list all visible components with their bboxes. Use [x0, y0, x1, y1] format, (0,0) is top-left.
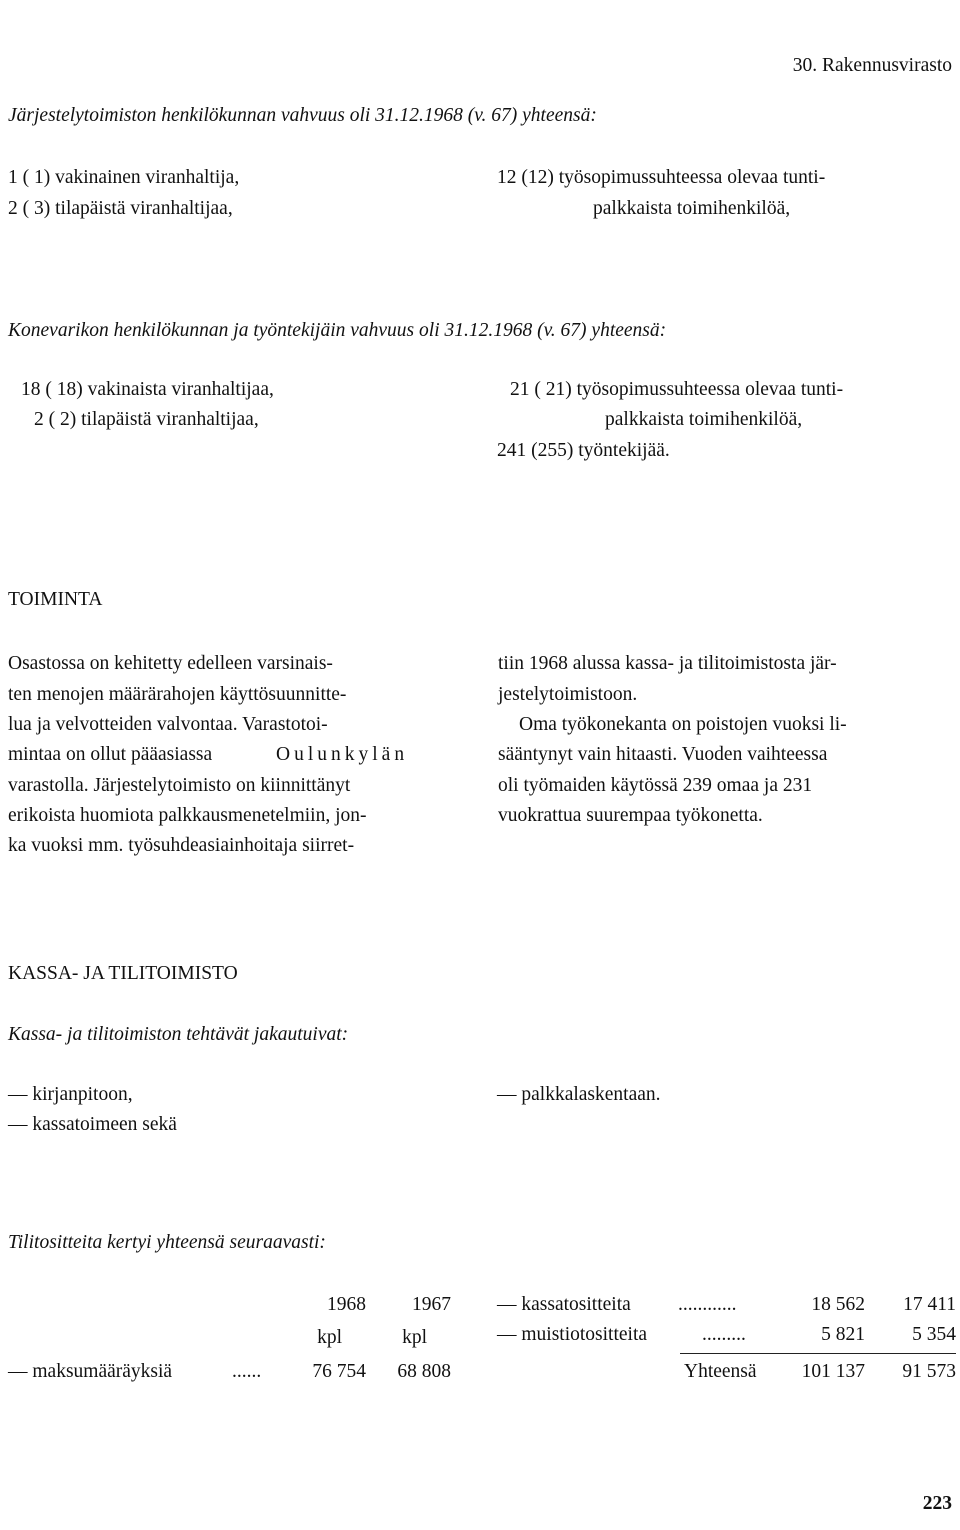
toiminta-col1-line: mintaa on ollut pääasiassa — [8, 744, 213, 765]
voucher-value-1968: 76 754 — [312, 1361, 366, 1382]
kassa-task-item: — palkkalaskentaan. — [497, 1084, 661, 1105]
place-name-spaced: Oulunkylän — [276, 744, 409, 765]
toiminta-col2-line: oli työmaiden käytössä 239 omaa ja 231 — [498, 775, 813, 796]
kassa-task-item: — kassatoimeen sekä — [8, 1114, 177, 1135]
depot-heading: Konevarikon henkilökunnan ja työntekijäin vahvuus oli 31.12.1968 (v. 67) yhteensä: — [8, 320, 667, 341]
toiminta-col1-line: ka vuoksi mm. työsuhdeasiainhoitaja siirret- — [8, 835, 355, 856]
toiminta-heading: TOIMINTA — [8, 589, 103, 610]
section-header: 30. Rakennusvirasto — [792, 55, 952, 76]
depot-right-line: palkkaista toimihenkilöä, — [605, 409, 803, 430]
toiminta-col1-line: ten menojen määrärahojen käyttösuunnitte- — [8, 684, 347, 705]
voucher-row-dots: ...... — [232, 1361, 262, 1382]
toiminta-col2-line: vuokrattua suurempaa työkonetta. — [498, 805, 763, 826]
org-office-right-line: palkkaista toimihenkilöä, — [593, 198, 791, 219]
voucher-value-1967: 68 808 — [397, 1361, 451, 1382]
voucher-row-dots: ......... — [702, 1324, 746, 1345]
toiminta-col2-line: tiin 1968 alussa kassa- ja tilitoimistosta jär- — [498, 653, 837, 674]
voucher-value-1968: 5 821 — [821, 1324, 865, 1345]
toiminta-col2-line: sääntynyt vain hitaasti. Vuoden vaihteessa — [498, 744, 828, 765]
kassa-task-item: — kirjanpitoon, — [8, 1084, 133, 1105]
depot-left-line: 18 ( 18) vakinaista viranhaltijaa, — [21, 379, 274, 400]
toiminta-col1-line: lua ja velvotteiden valvontaa. Varastotoi- — [8, 714, 328, 735]
year-1968-header: 1968 — [327, 1294, 366, 1315]
unit-header: kpl — [317, 1327, 342, 1348]
toiminta-col2-line: jestelytoimistoon. — [498, 684, 638, 705]
unit-header: kpl — [402, 1327, 427, 1348]
org-office-left-line: 2 ( 3) tilapäistä viranhaltijaa, — [8, 198, 233, 219]
depot-right-line: 21 ( 21) työsopimussuhteessa olevaa tunti- — [510, 379, 844, 400]
voucher-value-1968: 18 562 — [811, 1294, 865, 1315]
voucher-row-dots: ............ — [678, 1294, 737, 1315]
kassa-heading: KASSA- JA TILITOIMISTO — [8, 963, 238, 984]
page-number: 223 — [922, 1493, 952, 1514]
voucher-total-label: Yhteensä — [684, 1361, 757, 1382]
org-office-left-line: 1 ( 1) vakinainen viranhaltija, — [8, 167, 240, 188]
toiminta-col1-line: Osastossa on kehitetty edelleen varsinais- — [8, 653, 333, 674]
kassa-subheading: Kassa- ja tilitoimiston tehtävät jakautuivat: — [8, 1024, 349, 1045]
year-1967-header: 1967 — [412, 1294, 451, 1315]
voucher-value-1967: 17 411 — [903, 1294, 956, 1315]
voucher-row-label: — kassatositteita — [497, 1294, 631, 1315]
org-office-heading: Järjestelytoimiston henkilökunnan vahvuus oli 31.12.1968 (v. 67) yhteensä: — [8, 105, 597, 126]
voucher-value-1967: 5 354 — [912, 1324, 956, 1345]
vouchers-heading: Tilitositteita kertyi yhteensä seuraavasti: — [8, 1232, 326, 1253]
toiminta-col2-line: Oma työkonekanta on poistojen vuoksi li- — [519, 714, 847, 735]
voucher-total-1967: 91 573 — [902, 1361, 956, 1382]
depot-left-line: 2 ( 2) tilapäistä viranhaltijaa, — [34, 409, 259, 430]
total-rule — [680, 1353, 956, 1354]
voucher-row-label: — muistiotositteita — [497, 1324, 648, 1345]
voucher-total-1968: 101 137 — [801, 1361, 865, 1382]
toiminta-col1-line: erikoista huomiota palkkausmenetelmiin, jon- — [8, 805, 367, 826]
voucher-row-label: — maksumääräyksiä — [8, 1361, 173, 1382]
depot-right-line: 241 (255) työntekijää. — [497, 440, 670, 461]
toiminta-col1-line: varastolla. Järjestelytoimisto on kiinnittänyt — [8, 775, 351, 796]
org-office-right-line: 12 (12) työsopimussuhteessa olevaa tunti- — [497, 167, 826, 188]
